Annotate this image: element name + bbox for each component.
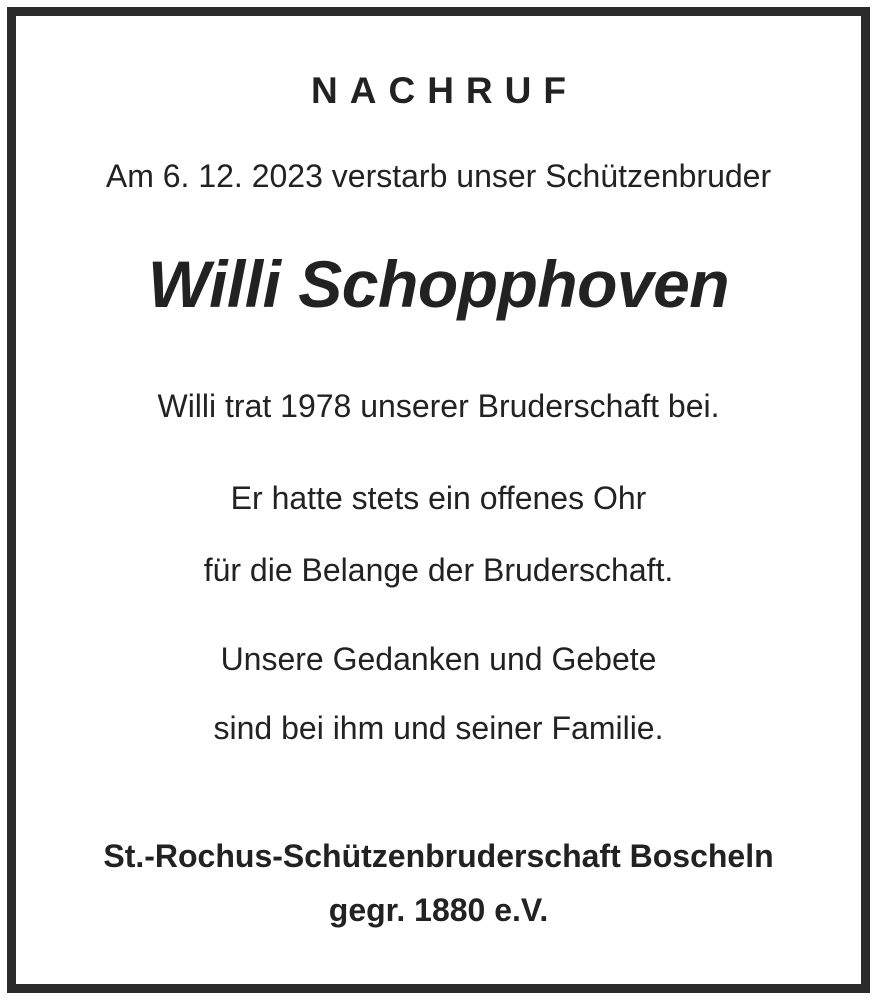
organization-name: St.-Rochus-Schützenbruderschaft Boscheln — [103, 838, 774, 874]
tribute-line-2: für die Belange der Bruderschaft. — [203, 552, 674, 588]
tribute-line-1: Er hatte stets ein offenes Ohr — [230, 480, 647, 516]
condolence-line-2: sind bei ihm und seiner Familie. — [213, 710, 664, 746]
organization-founded: gegr. 1880 e.V. — [328, 892, 549, 928]
intro-text: Am 6. 12. 2023 verstarb unser Schützenbruder — [105, 158, 772, 194]
deceased-name: Willi Schopphoven — [147, 247, 730, 321]
membership-line: Willi trat 1978 unserer Bruderschaft bei. — [157, 388, 720, 424]
condolence-line-1: Unsere Gedanken und Gebete — [220, 641, 657, 677]
notice-heading: NACHRUF — [311, 70, 578, 111]
